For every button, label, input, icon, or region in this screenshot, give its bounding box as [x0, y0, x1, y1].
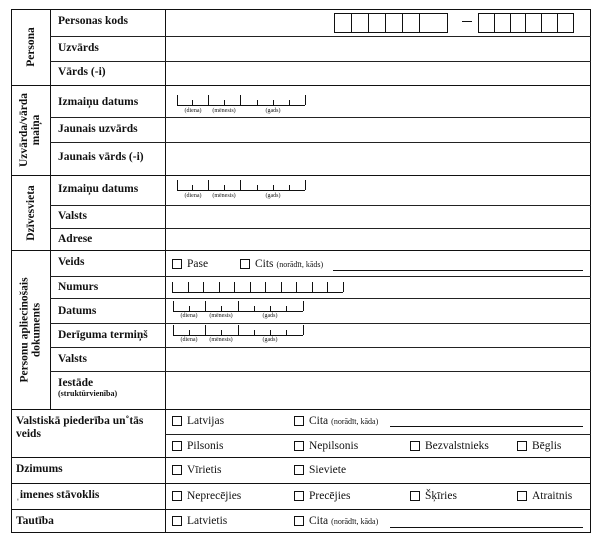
- personal-code-part1-input[interactable]: [334, 13, 448, 33]
- surname-label: Uzvārds: [58, 42, 99, 54]
- row-divider: [50, 205, 591, 206]
- latvian-option[interactable]: Latvietis: [172, 515, 227, 527]
- checkbox[interactable]: [172, 441, 182, 451]
- row-divider: [50, 228, 591, 229]
- widowed-option[interactable]: Atraitnis: [517, 490, 572, 502]
- section-divider: [11, 175, 591, 176]
- unmarried-option[interactable]: Neprecējies: [172, 490, 241, 502]
- stateless-option[interactable]: Bezvalstnieks: [410, 440, 489, 452]
- registration-form: [11, 9, 591, 533]
- row-divider: [50, 298, 591, 299]
- month-caption: (mēnesis): [209, 313, 233, 319]
- document-type-label: Veids: [58, 256, 85, 268]
- section-identity-document: Personu apliecinošais dokuments: [18, 276, 43, 383]
- group-column-divider: [50, 9, 51, 409]
- checkbox[interactable]: [172, 416, 182, 426]
- noncitizen-option[interactable]: Nepilsonis: [294, 440, 358, 452]
- section-name-change: Uzvārda/vārda maiņa: [18, 92, 43, 168]
- checkbox[interactable]: [294, 465, 304, 475]
- section-divider: [11, 509, 591, 510]
- section-divider: [11, 457, 591, 458]
- passport-option[interactable]: Pase: [172, 258, 208, 270]
- section-divider: [11, 250, 591, 251]
- married-option[interactable]: Precējies: [294, 490, 351, 502]
- section-residence: Dzīvesvieta: [24, 184, 37, 241]
- month-caption: (mēnesis): [212, 193, 236, 199]
- residence-date-label: Izmaiņu datums: [58, 183, 139, 195]
- section-persona: Persona: [24, 27, 37, 67]
- checkbox[interactable]: [517, 491, 527, 501]
- month-caption: (mēnesis): [212, 108, 236, 114]
- year-caption: (gads): [262, 337, 278, 343]
- checkbox[interactable]: [172, 491, 182, 501]
- month-caption: (mēnesis): [209, 337, 233, 343]
- family-status-label: ˌimenes stāvoklis: [16, 489, 100, 501]
- label-column-divider: [165, 9, 166, 533]
- checkbox[interactable]: [410, 441, 420, 451]
- day-caption: (diena): [184, 108, 202, 114]
- new-surname-label: Jaunais uzvārds: [58, 123, 138, 135]
- divorced-option[interactable]: Šķīries: [410, 490, 457, 502]
- other-document-option[interactable]: Cits (norādīt, kāds): [240, 258, 323, 270]
- day-caption: (diena): [180, 337, 198, 343]
- validity-date-input[interactable]: [173, 325, 303, 343]
- day-caption: (diena): [184, 193, 202, 199]
- citizenship-other-option[interactable]: Cita (norādīt, kāda): [294, 415, 378, 427]
- section-divider: [11, 409, 591, 410]
- first-name-label: Vārds (-i): [58, 66, 106, 78]
- row-divider: [50, 36, 591, 37]
- document-number-input[interactable]: [172, 282, 343, 293]
- document-number-label: Numurs: [58, 281, 99, 293]
- checkbox[interactable]: [410, 491, 420, 501]
- nationality-label: Tautība: [16, 515, 54, 527]
- personal-code-part2-input[interactable]: [478, 13, 574, 33]
- row-divider: [50, 142, 591, 143]
- row-divider: [50, 61, 591, 62]
- passport-checkbox[interactable]: [172, 259, 182, 269]
- checkbox[interactable]: [294, 416, 304, 426]
- row-divider: [50, 347, 591, 348]
- change-date-input[interactable]: [177, 95, 305, 114]
- citizenship-other-line[interactable]: [390, 426, 583, 427]
- sex-label: Dzimums: [16, 463, 63, 475]
- validity-label: Derīguma termiņš: [58, 329, 148, 341]
- female-option[interactable]: Sieviete: [294, 464, 346, 476]
- checkbox[interactable]: [294, 516, 304, 526]
- document-country-label: Valsts: [58, 353, 87, 365]
- issuing-authority-label: Iestāde (struktūrvienība): [58, 377, 118, 398]
- personal-code-dash: [462, 21, 472, 22]
- checkbox[interactable]: [517, 441, 527, 451]
- male-option[interactable]: Vīrietis: [172, 464, 222, 476]
- refugee-option[interactable]: Bēglis: [517, 440, 561, 452]
- personal-code-label: Personas kods: [58, 15, 128, 27]
- section-divider: [11, 483, 591, 484]
- checkbox[interactable]: [294, 441, 304, 451]
- year-caption: (gads): [265, 193, 281, 199]
- year-caption: (gads): [262, 313, 278, 319]
- day-caption: (diena): [180, 313, 198, 319]
- row-divider: [165, 434, 591, 435]
- nationality-other-line[interactable]: [390, 527, 583, 528]
- residence-address-label: Adrese: [58, 233, 93, 245]
- nationality-other-option[interactable]: Cita (norādīt, kāda): [294, 515, 378, 527]
- citizenship-latvia-option[interactable]: Latvijas: [172, 415, 224, 427]
- citizenship-label: Valstiskā piederība un˚tās veids: [16, 415, 144, 440]
- checkbox[interactable]: [172, 465, 182, 475]
- document-date-input[interactable]: [173, 301, 303, 319]
- row-divider: [50, 117, 591, 118]
- change-date-label: Izmaiņu datums: [58, 96, 139, 108]
- checkbox[interactable]: [294, 491, 304, 501]
- checkbox[interactable]: [172, 516, 182, 526]
- other-document-line[interactable]: [333, 270, 583, 271]
- other-document-checkbox[interactable]: [240, 259, 250, 269]
- year-caption: (gads): [265, 108, 281, 114]
- residence-date-input[interactable]: [177, 180, 305, 199]
- row-divider: [50, 276, 591, 277]
- row-divider: [50, 323, 591, 324]
- section-divider: [11, 85, 591, 86]
- citizen-option[interactable]: Pilsonis: [172, 440, 223, 452]
- residence-country-label: Valsts: [58, 210, 87, 222]
- document-date-label: Datums: [58, 305, 97, 317]
- row-divider: [50, 371, 591, 372]
- new-name-label: Jaunais vārds (-i): [58, 151, 144, 163]
